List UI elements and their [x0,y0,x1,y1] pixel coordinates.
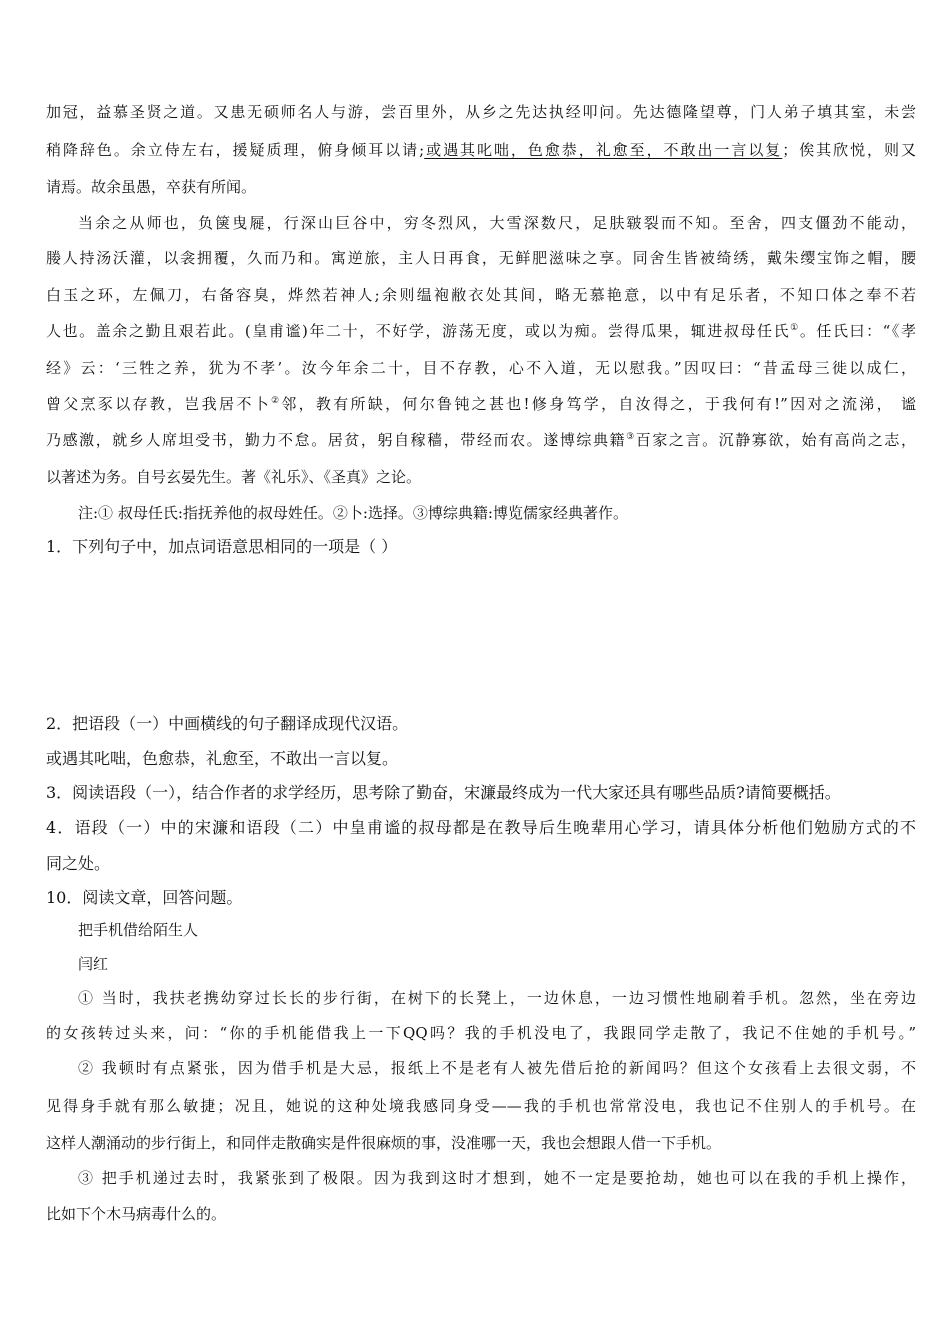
article-para2-line3: 这样人潮涌动的步行街上，和同伴走散确实是件很麻烦的事，没准哪一天，我也会想跟人借一下手机。 [46,1134,722,1152]
article-para1-line1: ① 当时，我扶老携幼穿过长长的步行街，在树下的长凳上，一边休息，一边习惯性地刷着手机。忽然，坐在旁边 [78,989,916,1007]
passage1-para2-line7 [46,430,916,450]
underlined-sentence: 或遇其叱咄，色愈恭，礼愈至，不敢出一言以复 [424,141,783,159]
footnote-marker: ① [790,323,800,333]
passage1-para1-line2 [46,140,916,160]
passage1-para2-line3: 白玉之环，左佩刀，右备容臭，烨然若神人;余则缊袍敝衣处其间，略无慕艳意，以中有足乐者，不知口体之奉不若 [46,286,916,304]
passage1-text: ；俟其欣悦，则又 [782,141,916,159]
passage1-text: 邻，教有所缺，何尔鲁钝之甚也!修身笃学，自汝得之，于我何有!”因对之流涕， 谧 [281,395,916,413]
question-3: 3．阅读语段（一），结合作者的求学经历，思考除了勤奋，宋濂最终成为一代大家还具有哪些品质?请简要概括。 [46,783,841,802]
question-4-line1: 4．语段（一）中的宋濂和语段（二）中皇甫谧的叔母都是在教导后生晚辈用心学习，请具体分析他们勉励方式的不 [46,818,916,837]
question-2: 2．把语段（一）中画横线的句子翻译成现代汉语。 [46,714,409,733]
question-10: 10．阅读文章，回答问题。 [46,888,243,907]
footnote-marker: ③ [626,432,636,442]
passage1-para1-line3: 请焉。故余虽愚，卒获有所闻。 [46,178,257,196]
passage1-text: 。任氏曰：“《孝 [799,322,916,340]
question-4-line2: 同之处。 [46,854,111,873]
passage1-para2-line2: 媵人持汤沃灌，以衾拥覆，久而乃和。寓逆旅，主人日再食，无鲜肥滋味之享。同舍生皆被绮绣，戴朱缨宝饰之帽，腰 [46,249,916,267]
passage-note: 注:① 叔母任氏:指抚养他的叔母姓任。②卜:选择。③博综典籍:博览儒家经典著作。 [78,504,628,522]
article-para2-line1: ② 我顿时有点紧张，因为借手机是大忌，报纸上不是老有人被先借后抢的新闻吗？但这个女孩看上去很文弱，不 [78,1059,916,1077]
footnote-marker: ② [270,396,282,406]
article-para3-line2: 比如下个木马病毒什么的。 [46,1205,227,1223]
article-para2-line2: 见得身手就有那么敏捷；况且，她说的这种处境我感同身受——我的手机也常常没电，我也记不住别人的手机号。在 [46,1097,916,1115]
passage1-text: 曾父烹豕以存教，岂我居不卜 [46,395,271,413]
question-2-sentence: 或遇其叱咄，色愈恭，礼愈至，不敢出一言以复。 [46,749,399,768]
passage1-text: 人也。盖余之勤且艰若此。(皇甫谧)年二十，不好学，游荡无度，或以为痴。尝得瓜果，辄进叔母任氏 [46,322,791,340]
passage1-text: 乃感激，就乡人席坦受书，勤力不怠。居贫，躬自稼穑，带经而农。遂博综典籍 [46,431,627,449]
passage1-para2-line6 [46,394,916,414]
passage1-para2-line1: 当余之从师也，负箧曳屣，行深山巨谷中，穷冬烈风，大雪深数尺，足肤皲裂而不知。至舍，四支僵劲不能动， [78,214,916,232]
question-1: 1．下列句子中，加点词语意思相同的一项是（ ） [46,537,398,556]
article-para3-line1: ③ 把手机递过去时，我紧张到了极限。因为我到这时才想到，她不一定是要抢劫，她也可以在我的手机上操作， [78,1169,916,1187]
passage1-para2-line4 [46,321,916,341]
passage1-para2-line8: 以著述为务。自号玄晏先生。著《礼乐》、《圣真》之论。 [46,468,422,486]
article-title: 把手机借给陌生人 [78,921,199,939]
passage1-para2-line5: 经》云：‘三牲之养，犹为不孝’。汝今年余二十，目不存教，心不入道，无以慰我。”因叹曰：“昔孟母三徙以成仁， [46,359,916,377]
passage1-text: 百家之言。沉静寡欲，始有高尚之志， [635,431,916,449]
article-para1-line2: 的女孩转过头来，问：“你的手机能借我上一下QQ吗？我的手机没电了，我跟同学走散了，我记不住她的手机号。” [46,1024,916,1042]
passage1-para1-line1: 加冠，益慕圣贤之道。又患无硕师名人与游，尝百里外，从乡之先达执经叩问。先达德隆望尊，门人弟子填其室，未尝 [46,103,916,121]
article-author: 闫红 [78,955,109,973]
passage1-text: 稍降辞色。余立侍左右，援疑质理，俯身倾耳以请; [46,141,425,159]
